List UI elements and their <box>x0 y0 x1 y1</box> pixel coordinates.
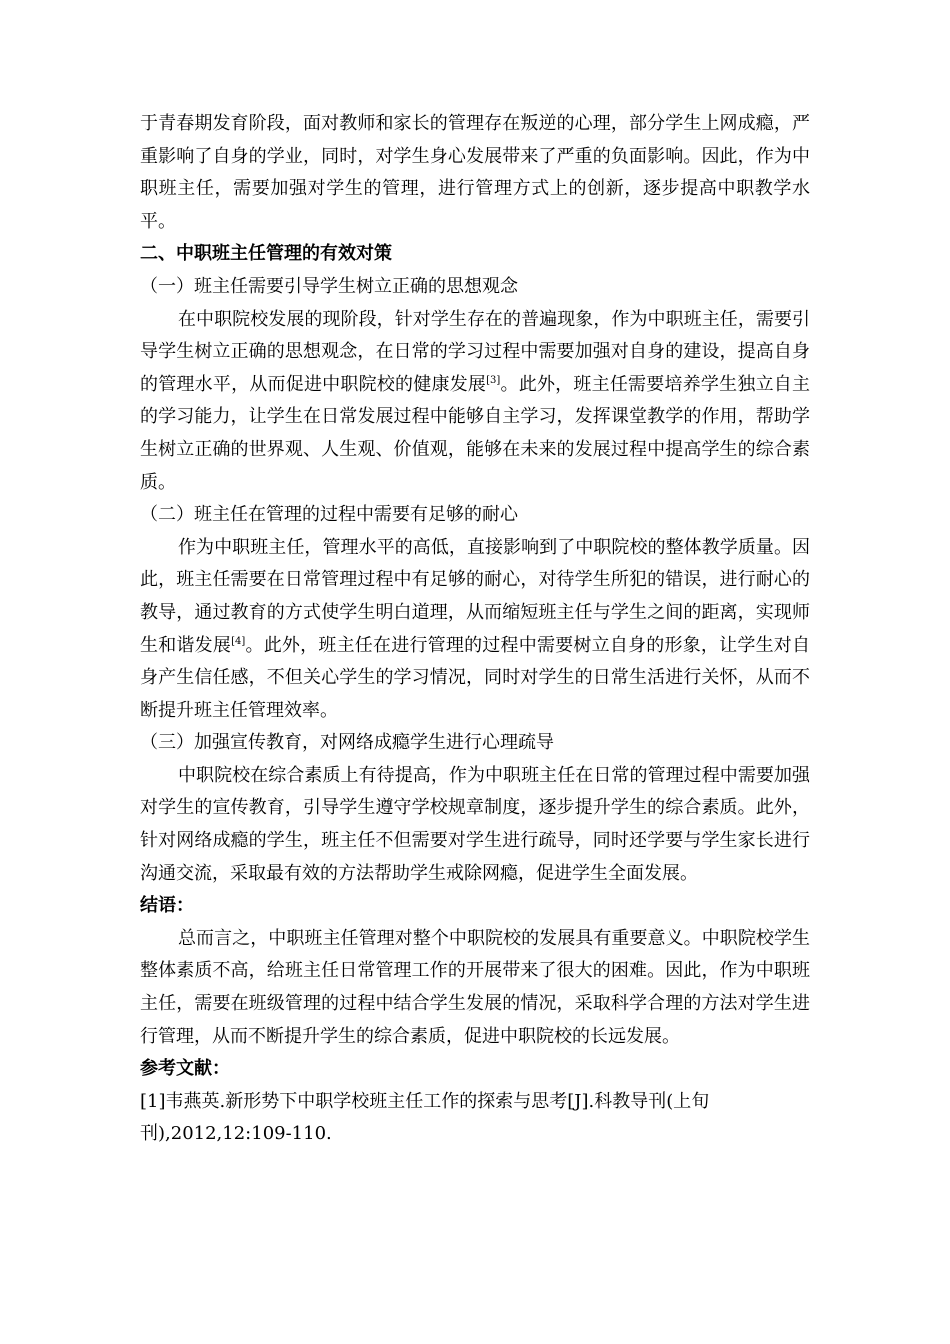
citation-marker: [4] <box>231 635 246 647</box>
references-heading: 参考文献： <box>140 1058 230 1080</box>
section-heading: 二、中职班主任管理的有效对策 <box>140 243 392 265</box>
paragraph-text: 作为中职班主任，管理水平的高低，直接影响到了中职院校的整体教学质量。因此，班主任需要在日常管理过程中有足够的耐心，对待学生所犯的错误，进行耐心的教导，通过教育的方式使学生明白道理，从而缩短班主任与学生之间的距离，实现师生和谐发展 <box>140 536 810 656</box>
paragraph-text: 。此外，班主任需要培养学生独立自主的学习能力，让学生在日常发展过程中能够自主学习，发挥课堂教学的作用，帮助学生树立正确的世界观、人生观、价值观，能够在未来的发展过程中提高学生的综合素质。 <box>140 373 811 493</box>
conclusion-paragraph: 总而言之，中职班主任管理对整个中职院校的发展具有重要意义。中职院校学生整体素质不高，给班主任日常管理工作的开展带来了很大的困难。因此，作为中职班主任，需要在班级管理的过程中结合学生发展的情况，采取科学合理的方法对学生进行管理，从而不断提升学生的综合素质，促进中职院校的长远发展。 <box>140 927 810 1047</box>
subsection-paragraph-2 <box>140 532 810 728</box>
paragraph-text: 在中职院校发展的现阶段，针对学生存在的普遍现象，作为中职班主任，需要引导学生树立正确的思想观念，在日常的学习过程中需要加强对自身的建设，提高自身的管理水平，从而促进中职院校的健康发展 <box>140 308 810 395</box>
reference-item: [1]韦燕英.新形势下中职学校班主任工作的探索与思考[J].科教导刊(上旬刊),2012,12:109-110. <box>140 1090 710 1145</box>
conclusion-heading: 结语： <box>140 895 194 917</box>
document-page <box>140 108 810 1151</box>
citation-marker: [3] <box>486 374 501 386</box>
intro-paragraph: 于青春期发育阶段，面对教师和家长的管理存在叛逆的心理，部分学生上网成瘾，严重影响了自身的学业，同时，对学生身心发展带来了严重的负面影响。因此，作为中职班主任，需要加强对学生的管理，进行管理方式上的创新，逐步提高中职教学水平。 <box>140 113 810 232</box>
subsection-paragraph-3: 中职院校在综合素质上有待提高，作为中职班主任在日常的管理过程中需要加强对学生的宣传教育，引导学生遵守学校规章制度，逐步提升学生的综合素质。此外，针对网络成瘾的学生，班主任不但需要对学生进行疏导，同时还学要与学生家长进行沟通交流，采取最有效的方法帮助学生戒除网瘾，促进学生全面发展。 <box>140 764 810 884</box>
subsection-heading-1: （一）班主任需要引导学生树立正确的思想观念 <box>140 275 518 297</box>
paragraph-text: 。此外，班主任在进行管理的过程中需要树立自身的形象，让学生对自身产生信任感，不但关心学生的学习情况，同时对学生的日常生活进行关怀，从而不断提升班主任管理效率。 <box>140 634 811 721</box>
subsection-heading-2: （二）班主任在管理的过程中需要有足够的耐心 <box>140 504 518 526</box>
subsection-heading-3: （三）加强宣传教育，对网络成瘾学生进行心理疏导 <box>140 732 554 754</box>
subsection-paragraph-1 <box>140 304 810 500</box>
